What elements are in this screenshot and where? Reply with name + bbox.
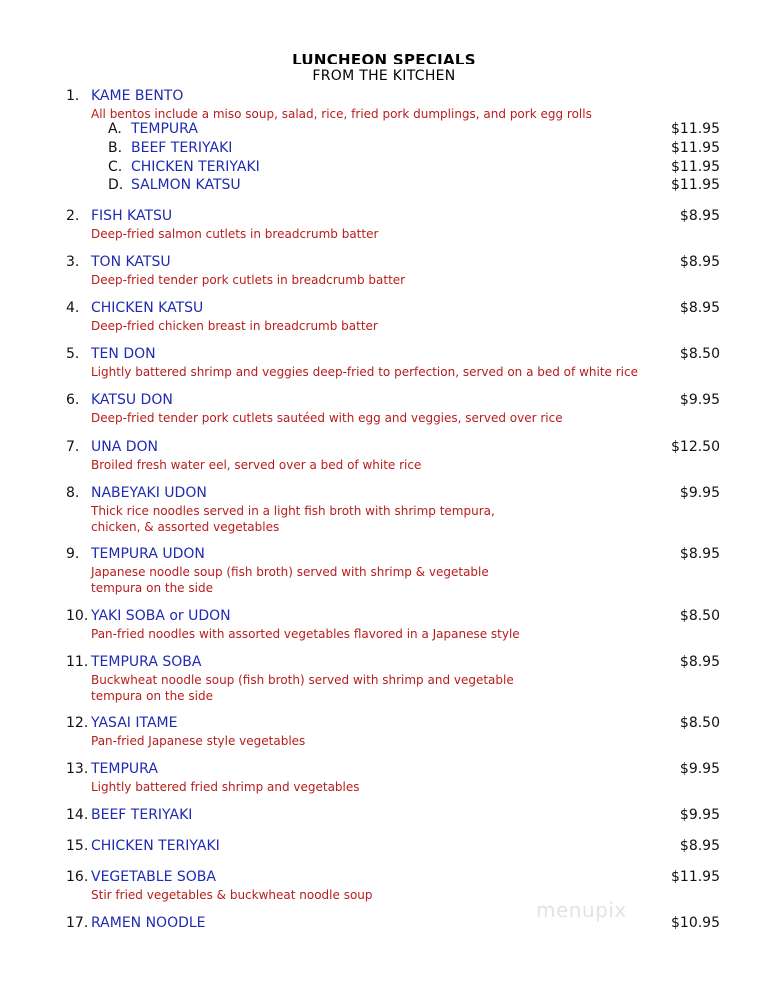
item-number: 16. [66,869,89,885]
item-name: UNA DON [91,439,159,455]
item-number: 10. [66,608,89,624]
item-description: Broiled fresh water eel, served over a bed of white rice [91,458,422,472]
item-name: CHICKEN TERIYAKI [91,838,220,854]
item-price: $8.95 [679,546,720,562]
item-number: 11. [66,654,89,670]
item-description: Deep-fried tender pork cutlets in breadcrumb batter [91,273,406,287]
item-price: $12.50 [671,439,720,455]
item-name: YASAI ITAME [91,715,178,731]
item-name: KATSU DON [91,392,173,408]
item-description: Buckwheat noodle soup (fish broth) served with shrimp and vegetable tempura on the side [91,673,514,703]
menu-subtitle: FROM THE KITCHEN [312,68,456,84]
option-name: TEMPURA [131,121,198,137]
item-name: YAKI SOBA or UDON [91,608,231,624]
option-name: CHICKEN TERIYAKI [131,159,260,175]
item-description: Deep-fried tender pork cutlets sautéed with egg and veggies, served over rice [91,411,563,425]
option-name: BEEF TERIYAKI [131,140,233,156]
item-description: Lightly battered fried shrimp and vegetables [91,780,360,794]
item-description: Deep-fried chicken breast in breadcrumb batter [91,319,378,333]
option-price: $11.95 [671,140,720,156]
option-letter: A. [108,121,122,137]
item-description: Thick rice noodles served in a light fish broth with shrimp tempura, chicken, & assorted vegetables [91,504,495,534]
menupix-watermark: menupix [536,898,627,922]
item-number: 15. [66,838,89,854]
item-description: Lightly battered shrimp and veggies deep-fried to perfection, served on a bed of white rice [91,365,638,379]
option-letter: C. [108,159,123,175]
item-price: $8.95 [679,838,720,854]
item-number: 4. [66,300,80,316]
item-name: TEN DON [91,346,156,362]
item-name: TEMPURA UDON [91,546,205,562]
item-price: $8.50 [679,608,720,624]
item-description: Pan-fried noodles with assorted vegetables flavored in a Japanese style [91,627,520,641]
item-price: $8.95 [679,654,720,670]
option-letter: B. [108,140,123,156]
item-name: BEEF TERIYAKI [91,807,193,823]
item-name: TON KATSU [91,254,171,270]
item-price: $9.95 [679,807,720,823]
item-name: NABEYAKI UDON [91,485,207,501]
item-number: 7. [66,439,80,455]
item-number: 14. [66,807,89,823]
item-name: FISH KATSU [91,208,173,224]
item-number: 9. [66,546,80,562]
item-number: 3. [66,254,80,270]
option-name: SALMON KATSU [131,177,241,193]
item-description: Deep-fried salmon cutlets in breadcrumb batter [91,227,379,241]
item-price: $8.95 [679,300,720,316]
item-description: Stir fried vegetables & buckwheat noodle soup [91,888,373,902]
item-price: $8.95 [679,208,720,224]
item-price: $9.95 [679,485,720,501]
item-number: 12. [66,715,89,731]
item-name: TEMPURA SOBA [91,654,202,670]
item-name: KAME BENTO [91,88,184,104]
item-price: $8.95 [679,254,720,270]
option-price: $11.95 [671,177,720,193]
item-description: All bentos include a miso soup, salad, rice, fried pork dumplings, and pork egg rolls [91,107,592,121]
item-price: $9.95 [679,392,720,408]
item-price: $8.50 [679,346,720,362]
item-name: TEMPURA [91,761,158,777]
item-number: 8. [66,485,80,501]
option-letter: D. [108,177,124,193]
item-number: 2. [66,208,80,224]
option-price: $11.95 [671,121,720,137]
item-number: 17. [66,915,89,931]
menu-title: LUNCHEON SPECIALS [292,51,476,64]
item-number: 13. [66,761,89,777]
item-price: $10.95 [671,915,720,931]
item-name: RAMEN NOODLE [91,915,206,931]
item-price: $11.95 [671,869,720,885]
item-price: $9.95 [679,761,720,777]
item-number: 1. [66,88,80,104]
item-number: 6. [66,392,80,408]
item-name: CHICKEN KATSU [91,300,204,316]
item-name: VEGETABLE SOBA [91,869,216,885]
item-number: 5. [66,346,80,362]
option-price: $11.95 [671,159,720,175]
item-price: $8.50 [679,715,720,731]
item-description: Pan-fried Japanese style vegetables [91,734,306,748]
item-description: Japanese noodle soup (fish broth) served with shrimp & vegetable tempura on the side [91,565,489,595]
